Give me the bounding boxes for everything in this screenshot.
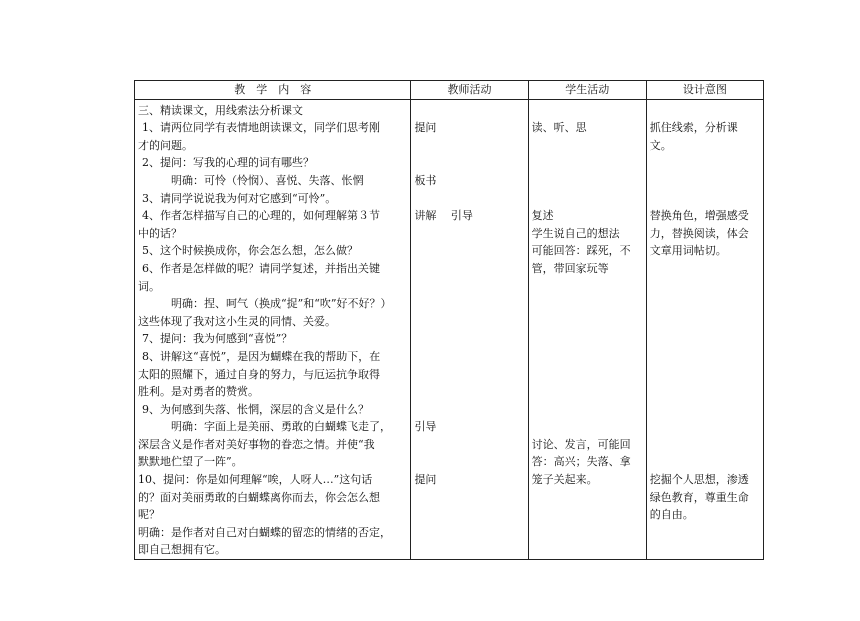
student-activity-2: 管，带回家玩等 xyxy=(531,261,609,275)
student-activity-3: 笼子关起来。 xyxy=(531,473,598,487)
body-row xyxy=(135,99,764,559)
teacher-activity-4: 引导 xyxy=(414,420,437,434)
design-intent-2: 力，替换阅读，体会 xyxy=(649,226,749,240)
content-line: 明确：可怜（怜悯）、喜悦、失落、怅惘 xyxy=(171,173,364,187)
header-row xyxy=(135,81,764,100)
content-line: 才的问题。 xyxy=(138,138,193,152)
header-design-intent: 设计意图 xyxy=(646,81,763,100)
header-teacher-activity: 教师活动 xyxy=(411,81,528,100)
content-line: 即自己想拥有它。 xyxy=(138,543,226,557)
design-intent-3: 的自由。 xyxy=(649,508,694,522)
header-content: 教 学 内 容 xyxy=(135,81,411,100)
content-line: 的？面对美丽勇敢的白蝴蝶离你而去，你会怎么想 xyxy=(138,490,380,504)
content-cell xyxy=(135,99,411,559)
header-student-activity: 学生活动 xyxy=(528,81,646,100)
content-line: 明确：是作者对自己对白蝴蝶的留恋的情绪的否定， xyxy=(138,525,391,539)
content-line: 4、作者怎样描写自己的心理的，如何理解第３节 xyxy=(142,209,380,223)
content-line: 这些体现了我对这小生灵的同情、关爱。 xyxy=(138,314,336,328)
design-intent-cell xyxy=(646,99,763,559)
design-intent-2: 文章用词帖切。 xyxy=(649,244,727,258)
content-line: 1、请两位同学有表情地朗读课文，同学们思考刚 xyxy=(142,121,380,135)
content-line: 词。 xyxy=(138,279,160,293)
content-line: 三、精读课文，用线索法分析课文 xyxy=(138,103,303,117)
teacher-activity-5: 提问 xyxy=(414,473,437,487)
teacher-activity-2: 板书 xyxy=(414,173,437,187)
student-activity-2: 学生说自己的想法 xyxy=(531,226,620,240)
design-intent-1: 抓住线索，分析课 xyxy=(649,121,738,135)
content-line: 默默地伫望了一阵”。 xyxy=(138,455,243,469)
content-line: 太阳的照耀下，通过自身的努力，与厄运抗争取得 xyxy=(138,367,380,381)
content-line: 3、请同学说说我为何对它感到“可怜”。 xyxy=(142,191,337,205)
student-activity-3: 答：高兴；失落、拿 xyxy=(531,455,631,469)
content-line: 10、提问：你是如何理解“唉，人呀人…”这句话 xyxy=(138,473,373,487)
content-line: 6、作者是怎样做的呢？请同学复述，并指出关键 xyxy=(142,261,380,275)
student-activity-3: 讨论、发言，可能回 xyxy=(531,437,631,451)
design-intent-2: 替换角色，增强感受 xyxy=(649,209,749,223)
teacher-activity-cell xyxy=(411,99,528,559)
teacher-activity-3: 讲解 引导 xyxy=(414,209,473,223)
content-line: 7、提问：我为何感到“喜悦”？ xyxy=(142,332,293,346)
content-line: 深层含义是作者对美好事物的眷恋之情。并使“我 xyxy=(138,437,375,451)
content-line: 明确：捏、呵气（换成“捉”和“吹”好不好？） xyxy=(171,297,392,311)
lesson-plan-table xyxy=(134,80,764,560)
teacher-activity-1: 提问 xyxy=(414,121,437,135)
content-line: 胜利。是对勇者的赞赏。 xyxy=(138,385,259,399)
student-activity-2: 复述 xyxy=(531,209,554,223)
content-line: 2、提问：写我的心理的词有哪些？ xyxy=(142,156,314,170)
student-activity-1: 读、听、思 xyxy=(531,121,587,135)
content-line: 9、为何感到失落、怅惘，深层的含义是什么？ xyxy=(142,402,369,416)
student-activity-2: 可能回答：踩死，不 xyxy=(531,244,631,258)
content-line: 5、这个时候换成你，你会怎么想，怎么做？ xyxy=(142,244,358,258)
content-line: 呢？ xyxy=(138,508,160,522)
design-intent-3: 绿色教育，尊重生命 xyxy=(649,490,749,504)
design-intent-3: 挖掘个人思想，渗透 xyxy=(649,473,749,487)
content-line: 明确：字面上是美丽、勇敢的白蝴蝶飞走了， xyxy=(171,420,391,434)
design-intent-1: 文。 xyxy=(649,138,672,152)
content-line: 中的话？ xyxy=(138,226,182,240)
student-activity-cell xyxy=(528,99,646,559)
content-line: 8、讲解这“喜悦”，是因为蝴蝶在我的帮助下，在 xyxy=(142,349,381,363)
